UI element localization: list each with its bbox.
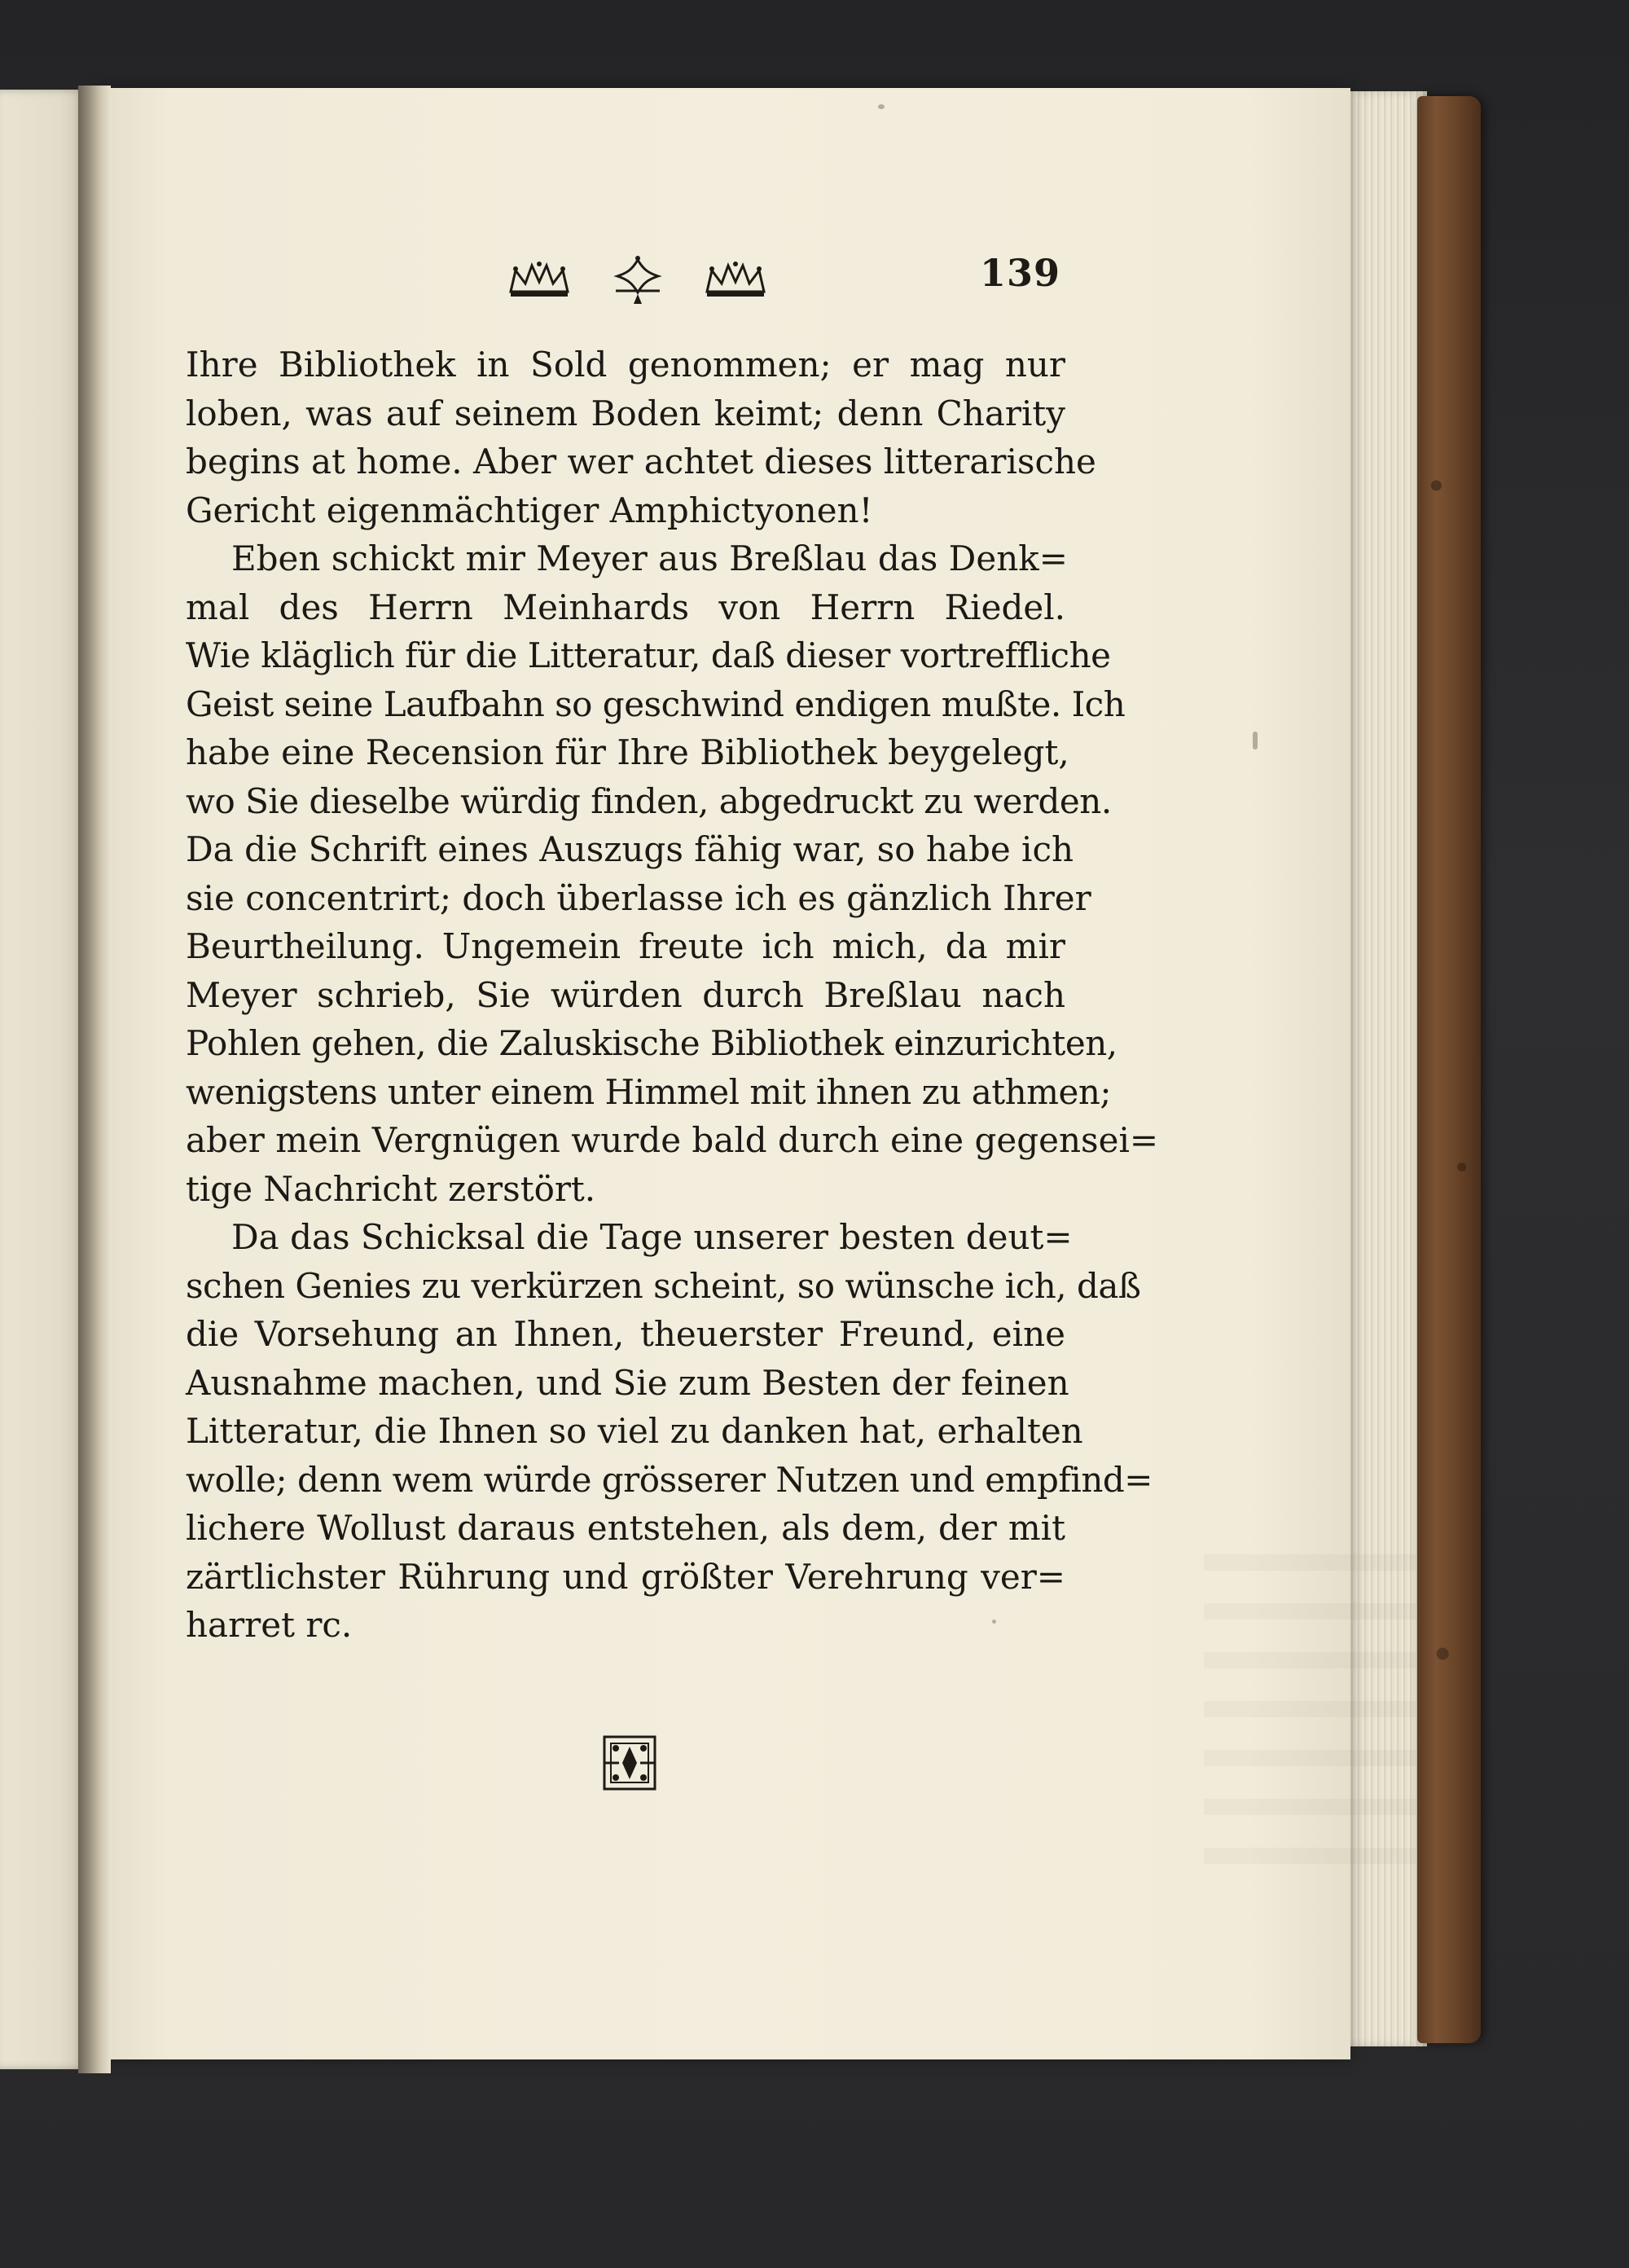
leather-cover [1417, 96, 1481, 2043]
spine-gutter [78, 86, 111, 2073]
tailpiece-ornament-icon [601, 1734, 658, 1792]
text-line: wo Sie dieselbe würdig finden, abgedruckt zu werden. [186, 780, 1112, 821]
text-line: aber mein Vergnügen wurde bald durch eine gegensei= [186, 1120, 1159, 1160]
text-line: wenigstens unter einem Himmel mit ihnen zu athmen; [186, 1071, 1112, 1112]
fleuron-ornament-icon [609, 255, 666, 309]
text-line: Geist seine Laufbahn so geschwind endigen mußte. Ich [186, 683, 1126, 724]
text-line: schen Genies zu verkürzen scheint, so wünsche ich, daß [186, 1265, 1141, 1306]
page-number: 139 [980, 251, 1061, 295]
text-line: Pohlen gehen, die Zaluskische Bibliothek einzurichten, [186, 1023, 1117, 1063]
text-line: zärtlichster Rührung und größter Verehrung ver= [186, 1556, 1065, 1597]
text-line: lichere Wollust daraus entstehen, als dem, der mit [186, 1508, 1065, 1548]
text-line: wolle; denn wem würde grösserer Nutzen und empfind= [186, 1459, 1153, 1500]
show-through [1204, 1554, 1416, 1897]
text-line: sie concentrirt; doch überlasse ich es gänzlich Ihrer [186, 877, 1091, 918]
text-line: loben, was auf seinem Boden keimt; denn Charity [186, 393, 1065, 433]
text-line: die Vorsehung an Ihnen, theuerster Freund, eine [186, 1314, 1065, 1354]
text-line: Beurtheilung. Ungemein freute ich mich, da mir [186, 926, 1065, 966]
text-line: Wie kläglich für die Litteratur, daß dieser vortreffliche [186, 635, 1111, 675]
book-page [96, 88, 1350, 2059]
text-line: Litteratur, die Ihnen so viel zu danken hat, erhalten [186, 1411, 1083, 1451]
text-line: Eben schickt mir Meyer aus Breßlau das Denk= [231, 538, 1068, 578]
crown-ornament-icon [507, 259, 571, 301]
text-line: Meyer schrieb, Sie würden durch Breßlau nach [186, 974, 1065, 1015]
text-line: Da das Schicksal die Tage unserer besten deut= [231, 1217, 1073, 1257]
previous-page-edge [0, 90, 85, 2069]
text-line: begins at home. Aber wer achtet dieses litterarische [186, 442, 1096, 481]
crown-ornament-icon [704, 259, 767, 301]
text-line: tige Nachricht zerstört. [186, 1168, 596, 1209]
text-line: Ihre Bibliothek in Sold genommen; er mag nur [186, 345, 1065, 385]
text-line: habe eine Recension für Ihre Bibliothek beygelegt, [186, 732, 1069, 772]
text-line: Gericht eigenmächtiger Amphictyonen! [186, 490, 873, 530]
text-line: mal des Herrn Meinhards von Herrn Riedel. [186, 587, 1065, 627]
body-text [186, 341, 1159, 1650]
text-line: Ausnahme machen, und Sie zum Besten der feinen [186, 1362, 1069, 1403]
text-line: Da die Schrift eines Auszugs fähig war, so habe ich [186, 829, 1074, 869]
text-line: harret rc. [186, 1605, 353, 1645]
